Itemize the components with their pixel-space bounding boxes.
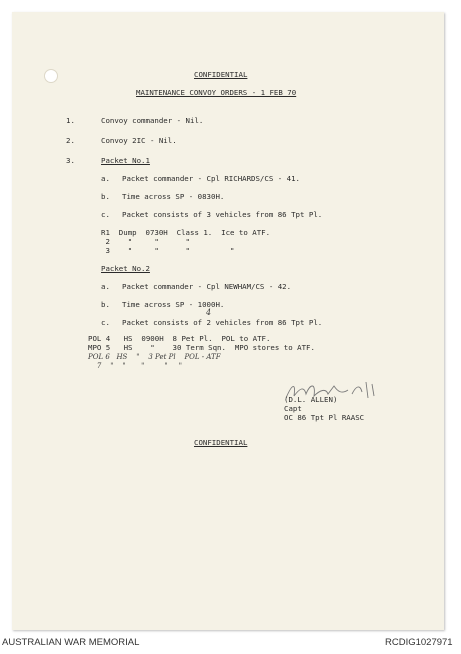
packet1-b-label: b. <box>101 192 110 201</box>
packet1-vehicle-row: 3 " " " " <box>101 246 235 255</box>
classification-bottom: CONFIDENTIAL <box>194 438 248 447</box>
packet1-c-label: c. <box>101 210 110 219</box>
packet2-b-text: Time across SP - 1000H. <box>122 300 225 309</box>
packet2-b-label: b. <box>101 300 110 309</box>
item-number: 3. <box>66 156 75 165</box>
signature-name: (D.L. ALLEN) <box>284 395 338 404</box>
packet1-b-text: Time across SP - 0830H. <box>122 192 225 201</box>
packet2-heading: Packet No.2 <box>101 264 150 273</box>
signature-unit: OC 86 Tpt Pl RAASC <box>284 413 365 422</box>
packet1-vehicle-row: 2 " " " <box>101 237 190 246</box>
packet1-heading: Packet No.1 <box>101 156 150 165</box>
document-title: MAINTENANCE CONVOY ORDERS - 1 FEB 70 <box>136 88 297 97</box>
archive-credit: AUSTRALIAN WAR MEMORIAL <box>2 637 140 648</box>
document-page <box>12 12 444 630</box>
item-number: 2. <box>66 136 75 145</box>
packet1-c-text: Packet consists of 3 vehicles from 86 Tpt Pl. <box>122 210 323 219</box>
item-text: Convoy 2IC - Nil. <box>101 136 177 145</box>
packet1-a-text: Packet commander - Cpl RICHARDS/CS - 41. <box>122 174 300 183</box>
punch-hole <box>44 69 58 83</box>
packet2-handwritten-row: 7 " " " " " <box>88 362 182 370</box>
signature-rank: Capt <box>284 404 302 413</box>
packet2-handwritten-row: POL 6 HS " 3 Pet Pl POL - ATF <box>88 353 221 361</box>
item-number: 1. <box>66 116 75 125</box>
packet2-vehicle-row: MPO 5 HS " 30 Term Sqn. MPO stores to ATF. <box>88 343 315 352</box>
packet2-a-text: Packet commander - Cpl NEWHAM/CS - 42. <box>122 282 292 291</box>
packet1-vehicle-row: R1 Dump 0730H Class 1. Ice to ATF. <box>101 228 271 237</box>
packet1-a-label: a. <box>101 174 110 183</box>
archive-id: RCDIG1027971 <box>385 637 453 648</box>
packet2-c-label: c. <box>101 318 110 327</box>
packet2-c-text: Packet consists of 2 vehicles from 86 Tpt Pl. <box>122 318 323 327</box>
item-text: Convoy commander - Nil. <box>101 116 204 125</box>
packet2-a-label: a. <box>101 282 110 291</box>
handwritten-correction: 4 <box>206 308 212 317</box>
classification-top: CONFIDENTIAL <box>194 70 248 79</box>
packet2-vehicle-row: POL 4 HS 0900H 8 Pet Pl. POL to ATF. <box>88 334 271 343</box>
